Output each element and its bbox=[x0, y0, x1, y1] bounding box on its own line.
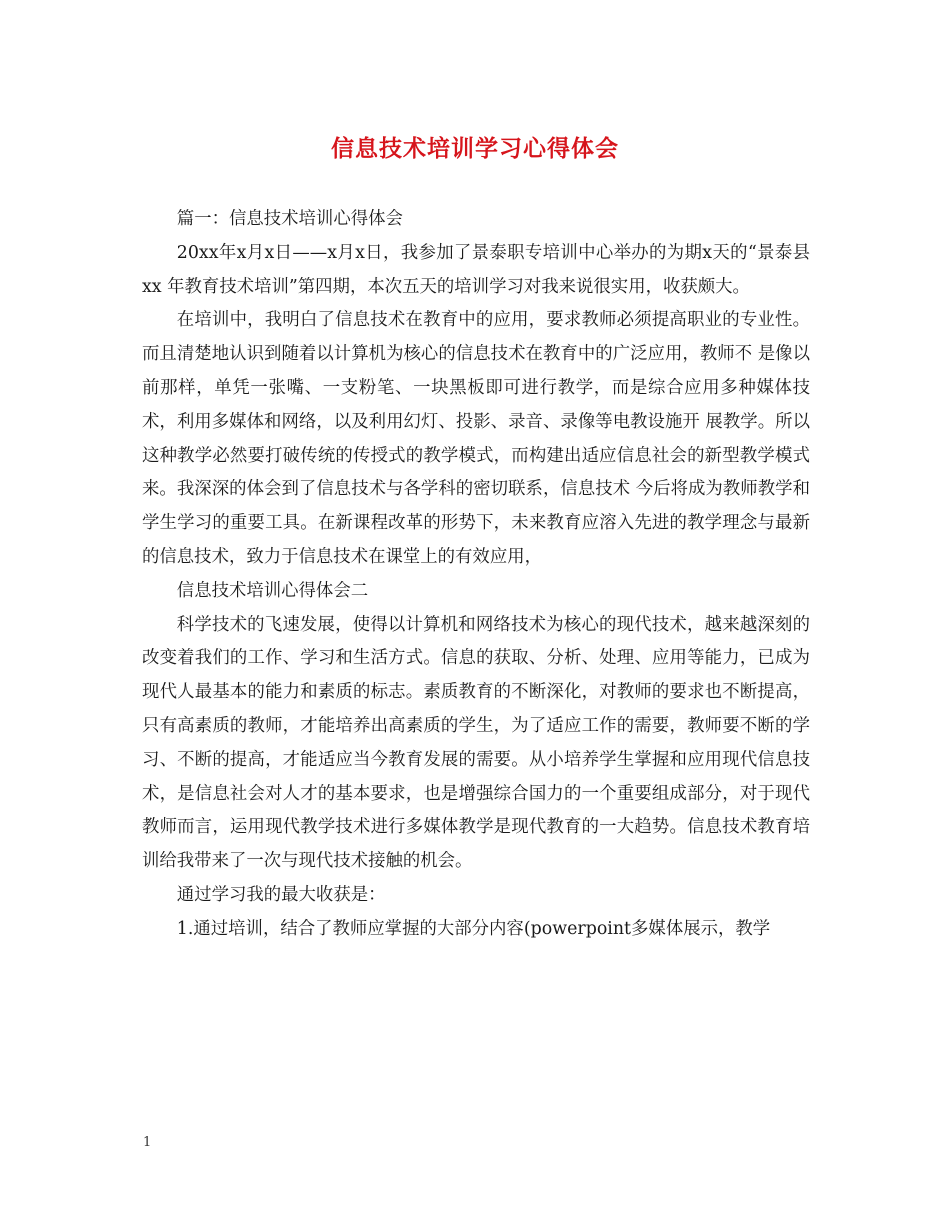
document-body bbox=[142, 203, 810, 947]
document-title: 信息技术培训学习心得体会 bbox=[331, 136, 619, 162]
paragraph-training-insights: 在培训中，我明白了信息技术在教育中的应用，要求教师必须提高职业的专业性。而且清楚地认识到随着以计算机为核心的信息技术在教育中的广泛应用，教师不 是像以前那样，单凭一张嘴、一支粉笔、一块黑板即可进行教学，而是综合应用多种媒体技术，利用多媒体和网络，以及利用幻灯、投影、录音、录像等电教设施开 展教学。所以这种教学必然要打破传统的传授式的教学模式，而构建出适应信息社会的新型教学模式来。我深深的体会到了信息技术与各学科的密切联系，信息技术 今后将成为教师教学和学生学习的重要工具。在新课程改革的形势下，未来教育应溶入先进的教学理念与最新的信息技术，致力于信息技术在课堂上的有效应用， bbox=[142, 310, 810, 567]
page-number: 1 bbox=[143, 1135, 152, 1150]
paragraph-section-heading-2: 信息技术培训心得体会二 bbox=[176, 580, 369, 601]
paragraph-gains-heading: 通过学习我的最大收获是： bbox=[176, 884, 386, 905]
paragraph-tech-development: 科学技术的飞速发展，使得以计算机和网络技术为核心的现代技术，越来越深刻的改变着我们的工作、学习和生活方式。信息的获取、分析、处理、应用等能力，已成为现代人最基本的能力和素质的标志。素质教育的不断深化，对教师的要求也不断提高，只有高素质的教师，才能培养出高素质的学生，为了适应工作的需要，教师要不断的学习、不断的提高，才能适应当今教育发展的需要。从小培养学生掌握和应用现代信息技术，是信息社会对人才的基本要求，也是增强综合国力的一个重要组成部分，对于现代教师而言，运用现代教学技术进行多媒体教学是现代教育的一大趋势。信息技术教育培训给我带来了一次与现代技术接触的机会。 bbox=[142, 614, 810, 872]
paragraph-intro: 20xx年x月x日——x月x日，我参加了景泰职专培训中心举办的为期x天的“景泰县xx 年教育技术培训”第四期，本次五天的培训学习对我来说很实用，收获颇大。 bbox=[142, 242, 810, 297]
paragraph-section-heading-1: 篇一：信息技术培训心得体会 bbox=[176, 209, 403, 229]
paragraph-gain-item-1: 1.通过培训，结合了教师应掌握的大部分内容(powerpoint多媒体展示，教学 bbox=[176, 918, 771, 939]
